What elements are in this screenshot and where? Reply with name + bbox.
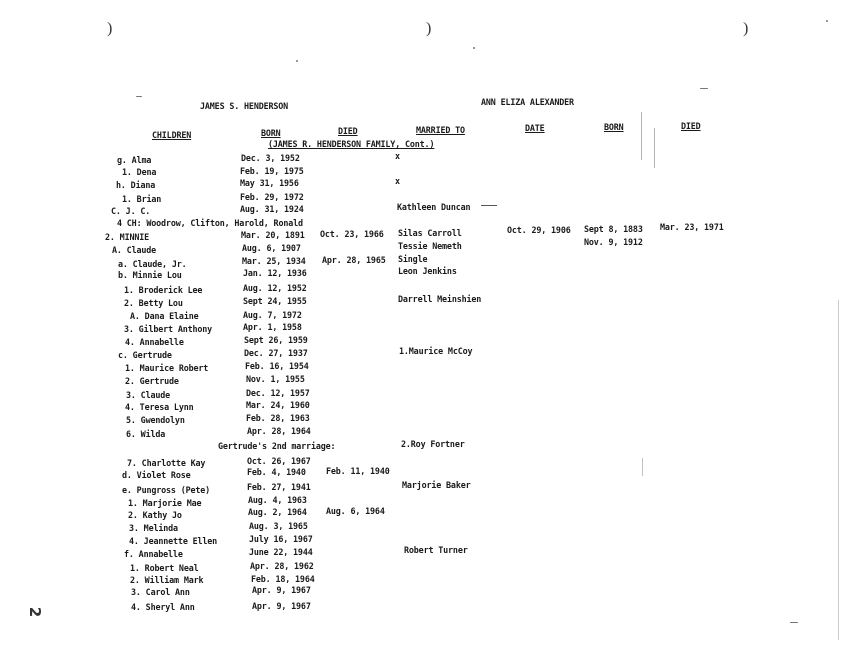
born-date: Feb. 16, 1954	[245, 361, 309, 371]
col-spouse-died: DIED	[681, 121, 701, 131]
child-name: b. Minnie Lou	[118, 270, 182, 280]
child-name: 2. William Mark	[130, 575, 204, 585]
child-name: 3. Carol Ann	[131, 587, 190, 597]
second-marriage-label: Gertrude's 2nd marriage:	[218, 441, 336, 451]
child-name: g. Alma	[117, 155, 152, 165]
born-date: Dec. 12, 1957	[246, 388, 310, 398]
born-date: Aug. 31, 1924	[240, 204, 304, 214]
married-to: Darrell Meinshien	[398, 294, 482, 304]
married-to: x	[395, 151, 400, 161]
child-name: 1. Dena	[122, 167, 157, 177]
married-to: Tessie Nemeth	[398, 241, 462, 251]
marriage-date: Oct. 29, 1906	[507, 225, 571, 235]
spouse-died: Mar. 23, 1971	[660, 222, 724, 232]
col-spouse-born: BORN	[604, 122, 624, 132]
binder-hole-mark-left: )	[107, 20, 113, 37]
scan-line	[642, 458, 643, 476]
child-name: h. Diana	[116, 180, 156, 190]
born-date: Mar. 25, 1934	[242, 256, 306, 266]
child-name: 1. Broderick Lee	[124, 285, 203, 295]
scan-speck	[296, 60, 298, 62]
born-date: Aug. 6, 1907	[242, 243, 301, 253]
born-date: Feb. 18, 1964	[251, 574, 315, 584]
born-date: Aug. 7, 1972	[243, 310, 302, 320]
scan-speck	[473, 47, 475, 49]
born-date: Aug. 2, 1964	[248, 507, 307, 517]
child-name: 1. Robert Neal	[130, 563, 199, 573]
born-date: Jan. 12, 1936	[243, 268, 307, 278]
born-date: Sept 24, 1955	[243, 296, 307, 306]
pen-stroke	[481, 205, 497, 206]
born-date: Mar. 24, 1960	[246, 400, 310, 410]
born-date: Dec. 27, 1937	[244, 348, 308, 358]
child-name: f. Annabelle	[124, 549, 183, 559]
born-date: July 16, 1967	[249, 534, 313, 544]
col-died: DIED	[338, 126, 358, 136]
born-date: Aug. 12, 1952	[243, 283, 307, 293]
child-name: 1. Maurice Robert	[125, 363, 209, 373]
child-name: 2. Betty Lou	[124, 298, 183, 308]
died-date: Feb. 11, 1940	[326, 466, 390, 476]
married-to: Marjorie Baker	[402, 480, 471, 490]
father-name: JAMES S. HENDERSON	[200, 101, 289, 111]
col-married-to: MARRIED TO	[416, 125, 465, 135]
scan-speck	[826, 20, 828, 22]
col-children: CHILDREN	[152, 130, 192, 140]
died-date: Oct. 23, 1966	[320, 229, 384, 239]
married-to: x	[395, 176, 400, 186]
scan-line	[654, 128, 655, 168]
married-to: 2.Roy Fortner	[401, 439, 465, 449]
binder-hole-mark-right: )	[743, 20, 749, 37]
child-name: 4. Annabelle	[125, 337, 184, 347]
child-name: C. J. C.	[111, 206, 151, 216]
married-to: Leon Jenkins	[398, 266, 457, 276]
child-name: a. Claude, Jr.	[118, 259, 187, 269]
scan-line	[641, 112, 642, 160]
child-name: 3. Gilbert Anthony	[124, 324, 213, 334]
page-number-mark: 2	[26, 606, 45, 618]
scan-speck	[700, 88, 708, 89]
page-edge	[838, 300, 839, 640]
married-to: Robert Turner	[404, 545, 468, 555]
born-date: Sept 26, 1959	[244, 335, 308, 345]
child-name: c. Gertrude	[118, 350, 172, 360]
spouse-born: Nov. 9, 1912	[584, 237, 643, 247]
child-name: 4 CH: Woodrow, Clifton, Harold, Ronald	[117, 218, 303, 228]
scan-speck	[790, 622, 798, 623]
born-date: Feb. 4, 1940	[247, 467, 306, 477]
spouse-born: Sept 8, 1883	[584, 224, 643, 234]
born-date: Apr. 9, 1967	[252, 601, 311, 611]
born-date: Nov. 1, 1955	[246, 374, 305, 384]
child-name: A. Claude	[112, 245, 157, 255]
child-name: 4. Teresa Lynn	[125, 402, 194, 412]
child-name: 2. Gertrude	[125, 376, 179, 386]
child-name: A. Dana Elaine	[130, 311, 199, 321]
born-date: Feb. 29, 1972	[240, 192, 304, 202]
born-date: Feb. 19, 1975	[240, 166, 304, 176]
child-name: 2. Kathy Jo	[128, 510, 182, 520]
married-to: Kathleen Duncan	[397, 202, 471, 212]
child-name: 4. Sheryl Ann	[131, 602, 195, 612]
child-name: 4. Jeannette Ellen	[129, 536, 218, 546]
family-subtitle: (JAMES R. HENDERSON FAMILY, Cont.)	[268, 139, 435, 149]
child-name: e. Pungross (Pete)	[122, 485, 211, 495]
mother-name: ANN ELIZA ALEXANDER	[481, 97, 574, 107]
scan-speck	[136, 96, 142, 97]
binder-hole-mark-center: )	[426, 20, 432, 37]
child-name: 3. Melinda	[129, 523, 178, 533]
col-born: BORN	[261, 128, 281, 138]
born-date: Dec. 3, 1952	[241, 153, 300, 163]
child-name: 5. Gwendolyn	[126, 415, 185, 425]
born-date: Oct. 26, 1967	[247, 456, 311, 466]
died-date: Apr. 28, 1965	[322, 255, 386, 265]
married-to: Silas Carroll	[398, 228, 462, 238]
child-name: 3. Claude	[126, 390, 171, 400]
born-date: Apr. 28, 1964	[247, 426, 311, 436]
col-date: DATE	[525, 123, 545, 133]
child-name: 1. Marjorie Mae	[128, 498, 202, 508]
born-date: Apr. 28, 1962	[250, 561, 314, 571]
born-date: Feb. 28, 1963	[246, 413, 310, 423]
born-date: Mar. 20, 1891	[241, 230, 305, 240]
child-name: 2. MINNIE	[105, 232, 150, 242]
child-name: 6. Wilda	[126, 429, 166, 439]
child-name: 7. Charlotte Kay	[127, 458, 206, 468]
child-name: d. Violet Rose	[122, 470, 191, 480]
born-date: Aug. 3, 1965	[249, 521, 308, 531]
born-date: May 31, 1956	[240, 178, 299, 188]
born-date: Apr. 1, 1958	[243, 322, 302, 332]
child-name: 1. Brian	[122, 194, 162, 204]
born-date: Aug. 4, 1963	[248, 495, 307, 505]
born-date: Apr. 9, 1967	[252, 585, 311, 595]
born-date: Feb. 27, 1941	[247, 482, 311, 492]
married-to: Single	[398, 254, 428, 264]
died-date: Aug. 6, 1964	[326, 506, 385, 516]
born-date: June 22, 1944	[249, 547, 313, 557]
married-to: 1.Maurice McCoy	[399, 346, 473, 356]
